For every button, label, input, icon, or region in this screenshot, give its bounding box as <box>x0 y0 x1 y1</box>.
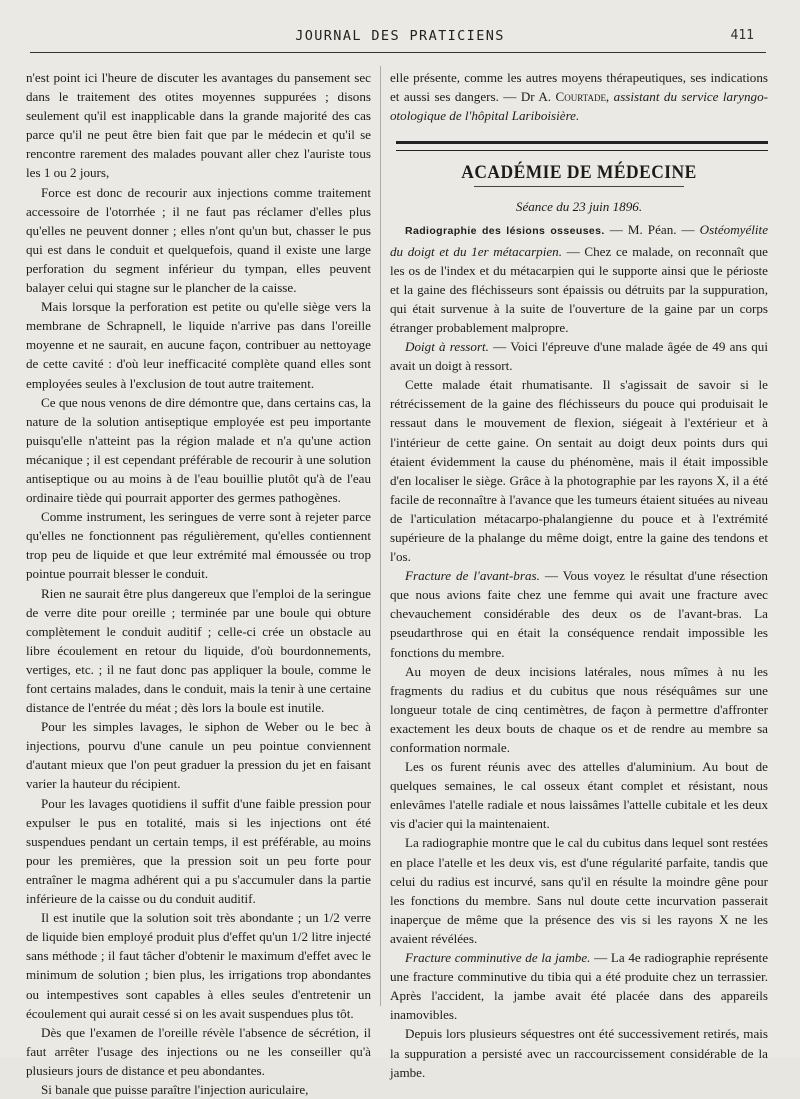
paragraph: Pour les simples lavages, le siphon de Weber ou le bec à injections, pourvu d'une canule un peu pointue conviennent d'autant mieux que l'on peut graduer la pression du jet en faisant varier la hauteur du récipient. <box>26 719 371 792</box>
intro-text: elle présente, comme les autres moyens thérapeutiques, ses indications et aussi ses dangers. — <box>390 70 768 105</box>
paragraph: Les os furent réunis avec des attelles d'aluminium. Au bout de quelques semaines, le cal osseux étant complet et résistant, nous enlevâmes l'atelle radiale et nous laissâmes l'attelle cubitale et les deux vis d'acier qui la maintenaient. <box>390 759 768 832</box>
session-date: Séance du 23 juin 1896. <box>515 199 643 215</box>
osteo-label: Ostéomyélite du doigt et du 1er métacarpien. <box>390 222 769 259</box>
author-affiliation: assistant du service laryngo-otologique de l'hôpital Lariboisière. <box>390 89 768 124</box>
paragraph: Force est donc de recourir aux injections comme traitement accessoire de l'otorrhée ; il ne faut pas réclamer d'elles plus qu'elles ne peuvent donner ; elles n'ont qu'un but, chasser le pus qui est dans le conduit et quelquefois, quand il existe une large perforation du segment inférieur du tympan, elles peuvent balayer celui qui stagne sur le plancher de la caisse. <box>26 184 371 296</box>
paragraph: Comme instrument, les seringues de verre sont à rejeter parce qu'elles ne fonctionnent pas régulièrement, qu'elles contiennent trop peu de liquide et que leur extrémité mal émoussée ou trop pointue pourrait blesser le conduit. <box>26 509 371 582</box>
fracture-text: — Vous voyez le résultat d'une résection que nous avions faite chez une femme qui avait une fracture avec chevauchement considérable des deux os de l'avant-bras. La pseudarthrose qui en était la conséquence rendait impossible les fonctions du membre. <box>390 568 768 660</box>
paragraph: Rien ne saurait être plus dangereux que l'emploi de la seringue de verre dite pour oreille ; terminée par une boule qui obture complètement le conduit auditif ; celle-ci crée un obstacle au libre écoulement en retour du liquide, d'où bourdonnements, vertiges, etc. ; il ne faut donc pas appliquer la boule, comme le font certains malades, dans le conduit, mais la tenir à une certaine distance de l'entrée du méat ; dès lors la boule est inutile. <box>26 585 371 716</box>
paragraph: Ce que nous venons de dire démontre que, dans certains cas, la nature de la solution antiseptique employée est peu importante puisqu'elle n'atteint pas la région malade et n'a qu'une action mécanique ; il est cependant préférable de recourir à une solution antiseptique ou au moins à de l'eau bouillie plutôt qu'à de l'eau ordinaire tiède qui pourrait apporter des germes pathogènes. <box>26 394 371 506</box>
column-divider <box>380 66 381 1006</box>
ressort-label: Doigt à ressort. <box>405 339 489 355</box>
paragraph: Si banale que puisse paraître l'injection auriculaire, <box>41 1081 309 1097</box>
paragraph: Au moyen de deux incisions latérales, nous mîmes à nu les fragments du radius et du cubitus que nous réséquâmes sur une longueur totale de cinq centimètres, de façon à permettre d'affronter exactement les deux bouts de chaque os et de rendre au membre sa conformation normale. <box>390 663 768 755</box>
topic-author: — M. Péan. — <box>604 222 700 238</box>
section-title: ACADÉMIE DE MÉDECINE <box>461 162 697 184</box>
fracture-label: Fracture de l'avant-bras. <box>405 568 540 584</box>
section-title-underline <box>474 186 684 187</box>
topic-paragraph <box>390 220 768 337</box>
comminutive-text: — La 4e radiographie représente une fracture comminutive du tibia qui a été produite chez un terrassier. Après l'accident, la jambe avait été placée dans des appareils inamovibles. <box>390 950 769 1023</box>
paragraph: Dès que l'examen de l'oreille révèle l'absence de sécrétion, il faut arrêter l'usage des injections ou ne les conseiller qu'à plusieurs jours de distance et peu abondantes. <box>26 1024 371 1078</box>
paragraph: Cette malade était rhumatisante. Il s'agissait de savoir si le rétrécissement de la gaine des fléchisseurs du pouce qui produisait le ressaut dans le mouvement de flexion, siégeait à l'extérieur et à l'intérieur de cette gaine. On sentait au doigt deux points durs qui étaient évidemment la cause du phénomène, mais il était impossible d'en localiser le siège. Grâce à la photographie par les rayons X, il a été facile de reconnaître à l'avance que les tumeurs étaient situées au niveau de l'articulation métacarpo-phalangienne du pouce et à l'extrémité supérieure de la phalange du même doigt, entre la gaine des tendons et l'os. <box>390 377 768 565</box>
article-ending <box>390 68 768 125</box>
comminutive-label: Fracture comminutive de la jambe. <box>405 950 591 966</box>
section-separator <box>396 141 768 151</box>
ressort-text: — Voici l'épreuve d'une malade âgée de 49 ans qui avait un doigt à ressort. <box>390 339 768 374</box>
paragraph <box>390 948 768 1024</box>
header-rule <box>30 52 766 53</box>
right-column <box>390 68 768 1082</box>
paragraph: Il est inutile que la solution soit très abondante ; un 1/2 verre de liquide bien employé produit plus d'effet qu'un 1/2 litre injecté sans méthode ; il faut tâcher d'obtenir le maximum d'effet avec le minimum de solution ; bien plus, les irrigations trop abondantes ou intempestives sont capables à elles seules d'entretenir un écoulement qui aurait cessé si on les avait suspendues plus tôt. <box>26 910 371 1021</box>
topic-label: Radiographie des lésions osseuses. <box>405 225 605 238</box>
paragraph <box>390 337 768 375</box>
paragraph: Depuis lors plusieurs séquestres ont été successivement retirés, mais la suppuration a persisté avec un raccourcissement considérable de la jambe. <box>390 1026 768 1080</box>
paragraph <box>390 566 768 661</box>
page-header <box>0 28 800 48</box>
osteo-text: — Chez ce malade, on reconnaît que les os de l'index et du métacarpien qui le supporte ainsi que le périoste et la gaine des fléchisseurs sont épaissis ou détruits par la suppuration, qui était survenue à la suite de l'ouverture de la gaine par un corps étranger probablement malpropre. <box>390 243 768 335</box>
left-column <box>26 68 371 1099</box>
paragraph: Pour les lavages quotidiens il suffit d'une faible pression pour expulser le pus en totalité, mais si les injections ont été suspendues pendant un certain temps, il est préférable, au moins pour les premières, que la pression soit un peu forte pour entraîner le magma adhérent qui a pu s'accumuler dans la partie inférieure de la caisse ou du conduit auditif. <box>26 795 371 907</box>
paragraph: La radiographie montre que le cal du cubitus dans lequel sont restées en place l'atelle et les deux vis, est d'une régularité parfaite, tandis que celui du radius est incurvé, sans qu'il en résulte la moindre gêne pour les fonctions du membre. Sans nul doute cette incurvation passerait inaperçue de même que la présence des vis si les rayons X ne les avaient révélées. <box>390 835 768 946</box>
page-number: 411 <box>730 28 754 43</box>
paragraph: n'est point ici l'heure de discuter les avantages du pansement sec dans le traitement des otites moyennes suppurées ; disons seulement qu'il est inapplicable dans la grande majorité des cas parce qu'il ne peut être bien fait que par le médecin et qu'il se rencontre rarement des malades pouvant aller chez l'auriste tous les 1 ou 2 jours, <box>26 70 371 181</box>
author-prefix: Dr A. <box>520 89 556 105</box>
paragraph: Mais lorsque la perforation est petite ou qu'elle siège vers la membrane de Schrapnell, le liquide n'arrive pas dans l'oreille moyenne et ne saurait, en aucune façon, contribuer au nettoyage de cette cavité : d'où leur inefficacité complète quand elles sont employées seules à l'exclusion de tout autre traitement. <box>26 299 371 391</box>
author-name: Courtade, <box>555 89 610 105</box>
running-title: JOURNAL DES PRATICIENS <box>295 28 505 44</box>
